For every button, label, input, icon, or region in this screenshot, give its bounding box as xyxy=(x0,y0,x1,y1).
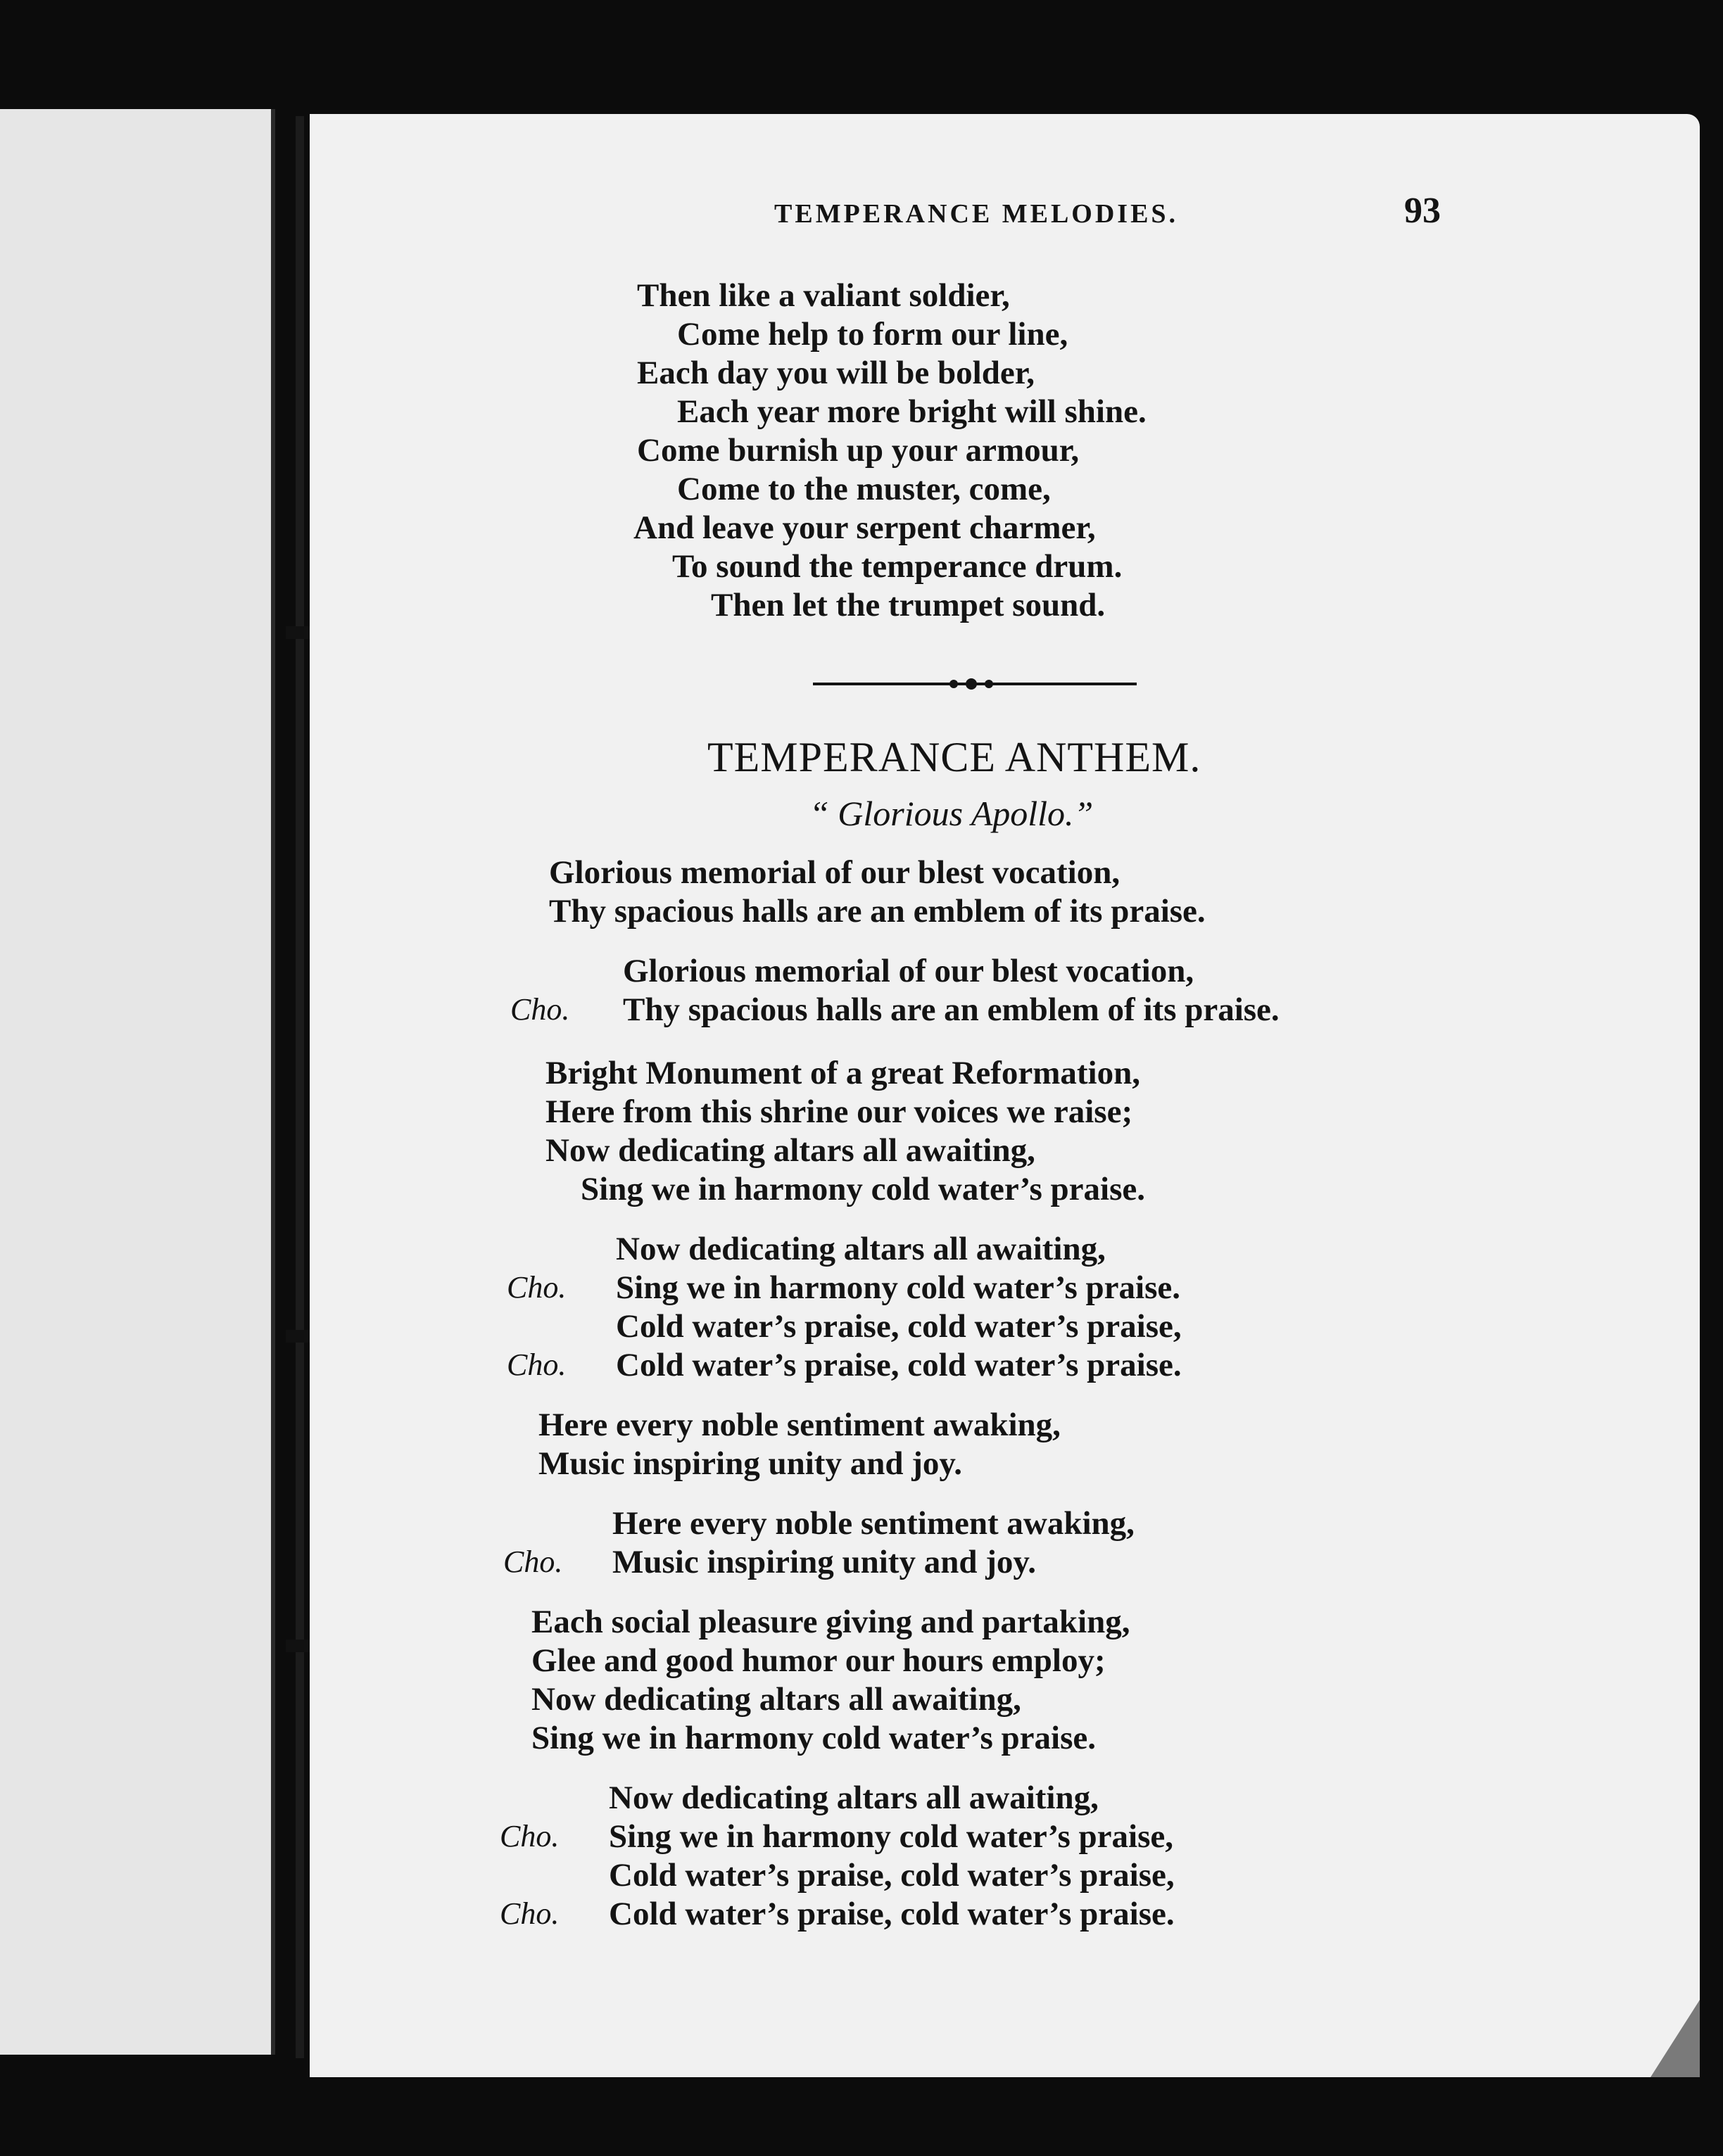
chorus-line: Glorious memorial of our blest vocation, xyxy=(623,953,1194,989)
verse-line: Thy spacious halls are an emblem of its praise. xyxy=(549,893,1206,930)
verse-line: Then let the trumpet sound. xyxy=(711,587,1106,623)
chorus-line: Sing we in harmony cold water’s praise, xyxy=(609,1818,1174,1855)
chorus-label: Cho. xyxy=(510,992,570,1027)
chorus-label: Cho. xyxy=(500,1819,560,1853)
facing-page xyxy=(0,109,275,2055)
running-title: TEMPERANCE MELODIES. xyxy=(774,199,1179,229)
verse-line: Glorious memorial of our blest vocation, xyxy=(549,854,1121,891)
chorus-line: Cold water’s praise, cold water’s praise, xyxy=(616,1308,1182,1345)
ornament-divider xyxy=(813,673,1137,695)
verse-line: Sing we in harmony cold water’s praise. xyxy=(531,1720,1097,1756)
verse-line: Then like a valiant soldier, xyxy=(637,277,1010,314)
chorus-line: Sing we in harmony cold water’s praise. xyxy=(616,1269,1181,1306)
chorus-label: Cho. xyxy=(507,1348,567,1382)
verse-line: Here every noble sentiment awaking, xyxy=(538,1407,1061,1443)
page-number: 93 xyxy=(1404,191,1441,231)
book-spine xyxy=(296,116,304,2058)
chorus-label: Cho. xyxy=(503,1545,563,1579)
verse-line: Now dedicating altars all awaiting, xyxy=(531,1681,1021,1718)
verse-line: And leave your serpent charmer, xyxy=(633,509,1096,546)
verse-line: Sing we in harmony cold water’s praise. xyxy=(581,1171,1146,1207)
chorus-line: Cold water’s praise, cold water’s praise. xyxy=(609,1896,1175,1932)
book-page xyxy=(310,114,1700,2077)
chorus-line: Thy spacious halls are an emblem of its praise. xyxy=(623,991,1280,1028)
verse-line: Each day you will be bolder, xyxy=(637,355,1035,391)
tune-name: “ Glorious Apollo.” xyxy=(809,794,1094,833)
verse-line: Bright Monument of a great Reformation, xyxy=(545,1055,1140,1091)
chorus-line: Now dedicating altars all awaiting, xyxy=(616,1231,1106,1267)
chorus-label: Cho. xyxy=(507,1270,567,1305)
verse-line: Now dedicating altars all awaiting, xyxy=(545,1132,1035,1169)
verse-line: Each social pleasure giving and partaking, xyxy=(531,1604,1130,1640)
verse-line: Come burnish up your armour, xyxy=(637,432,1080,469)
chorus-line: Cold water’s praise, cold water’s praise. xyxy=(616,1347,1182,1383)
chorus-line: Cold water’s praise, cold water’s praise, xyxy=(609,1857,1175,1894)
song-title: TEMPERANCE ANTHEM. xyxy=(707,734,1201,780)
page-corner xyxy=(1651,2000,1700,2077)
verse-line: Here from this shrine our voices we raise; xyxy=(545,1093,1133,1130)
verse-line: Glee and good humor our hours employ; xyxy=(531,1642,1106,1679)
verse-line: Come help to form our line, xyxy=(677,316,1068,353)
verse-line: Come to the muster, come, xyxy=(677,471,1051,507)
verse-line: Music inspiring unity and joy. xyxy=(538,1445,963,1482)
chorus-label: Cho. xyxy=(500,1896,560,1931)
chorus-line: Now dedicating altars all awaiting, xyxy=(609,1780,1099,1816)
chorus-line: Music inspiring unity and joy. xyxy=(612,1544,1037,1580)
verse-line: To sound the temperance drum. xyxy=(672,548,1123,585)
verse-line: Each year more bright will shine. xyxy=(677,393,1147,430)
chorus-line: Here every noble sentiment awaking, xyxy=(612,1505,1135,1542)
